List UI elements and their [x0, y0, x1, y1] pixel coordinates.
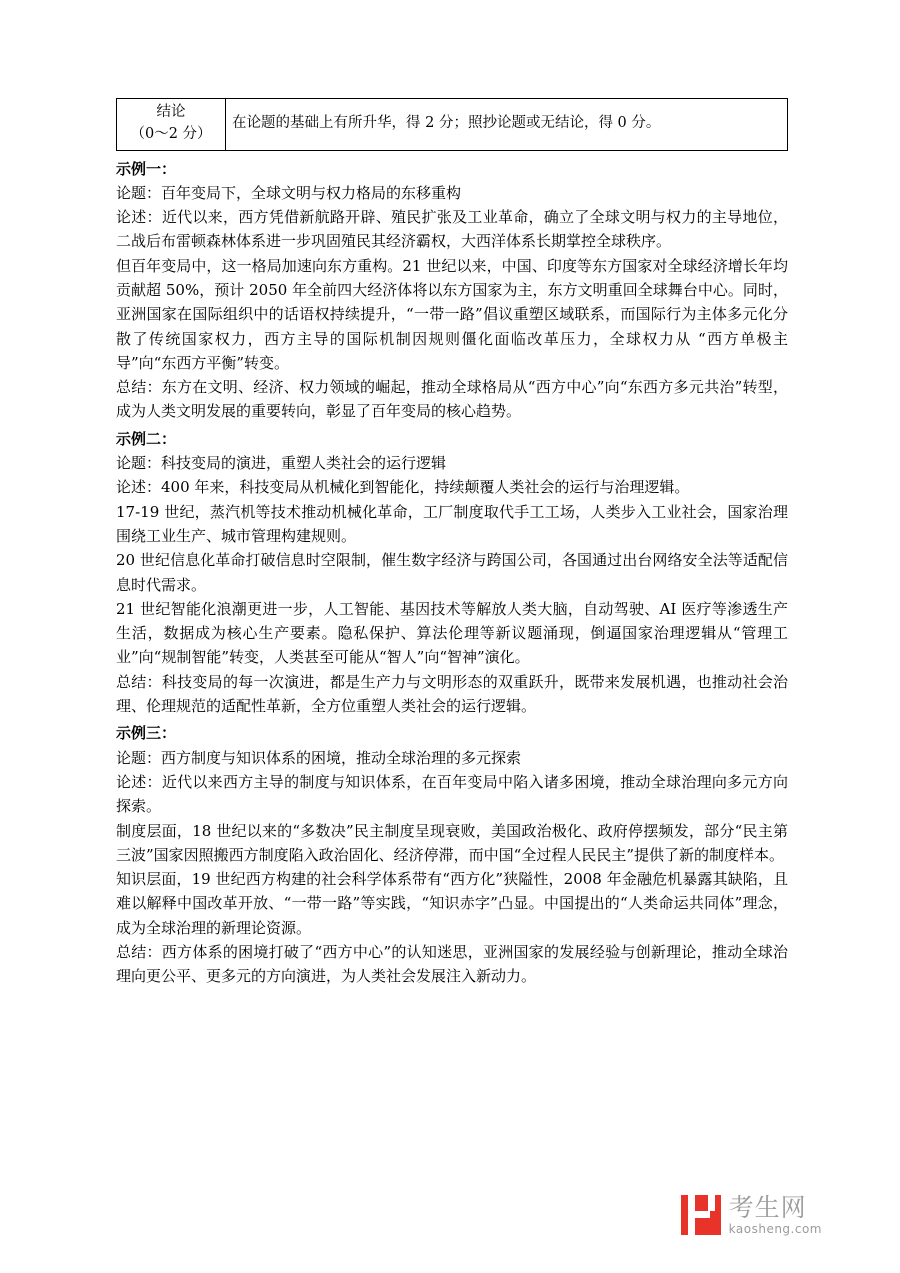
example-one	[116, 157, 788, 424]
watermark-name-cn: 考生网	[728, 1193, 807, 1222]
table-row	[117, 99, 788, 151]
example-three-topic: 论题：西方制度与知识体系的困境，推动全球治理的多元探索	[116, 748, 522, 767]
watermark-text	[729, 1195, 822, 1235]
example-three-argument-3: 知识层面，19 世纪西方构建的社会科学体系带有“西方化”狭隘性，2008 年金融危机暴露其缺陷，且难以解释中国改革开放、“一带一路”等实践，“知识赤字”凸显。中国提出的“人类命运共同体”理念，成为全球治理的新理论资源。	[116, 870, 788, 937]
example-three-argument-1: 论述：近代以来西方主导的制度与知识体系，在百年变局中陷入诸多困境，推动全球治理向多元方向探索。	[116, 772, 788, 816]
logo-bar	[708, 1195, 715, 1211]
example-two	[116, 427, 788, 719]
example-two-heading: 示例二：	[116, 429, 177, 448]
example-two-argument-2: 17-19 世纪，蒸汽机等技术推动机械化革命，工厂制度取代手工工场，人类步入工业社会，国家治理围绕工业生产、城市管理构建规则。	[116, 502, 788, 545]
document-content	[116, 98, 788, 990]
kaosheng-logo-icon	[681, 1195, 721, 1235]
criteria-label-cell	[117, 99, 226, 151]
example-two-argument-1: 论述：400 年来，科技变局从机械化到智能化，持续颠覆人类社会的运行与治理逻辑。	[116, 478, 690, 497]
example-three-conclusion: 总结：西方体系的困境打破了“西方中心”的认知迷思，亚洲国家的发展经验与创新理论，推动全球治理向更公平、更多元的方向演进，为人类社会发展注入新动力。	[116, 943, 788, 986]
criteria-label-line2: （0～2 分）	[130, 125, 212, 142]
example-one-argument-1: 论述：近代以来，西方凭借新航路开辟、殖民扩张及工业革命，确立了全球文明与权力的主导地位，二战后布雷顿森林体系进一步巩固殖民其经济霸权，大西洋体系长期掌控全球秩序。	[116, 208, 788, 251]
example-two-argument-4: 21 世纪智能化浪潮更进一步，人工智能、基因技术等解放人类大脑，自动驾驶、AI 医疗等渗透生产生活，数据成为核心生产要素。隐私保护、算法伦理等新议题涌现，倒逼国家治理逻辑从“管理工业”向“规制智能”转变，人类甚至可能从“智人”向“智神”演化。	[116, 599, 788, 667]
example-three-heading: 示例三：	[116, 724, 177, 743]
site-watermark	[681, 1195, 822, 1235]
scoring-criteria-table	[116, 98, 788, 151]
example-one-argument-2: 但百年变局中，这一格局加速向东方重构。21 世纪以来，中国、印度等东方国家对全球经济增长年均贡献超 50%，预计 2050 年全前四大经济体将以东方国家为主，东方文明重回全球舞台中心。同时，亚洲国家在国际组织中的话语权持续提升，“一带一路”倡议重塑区域联系，而国际行为主体多元化分散了传统国家权力，西方主导的国际机制因规则僵化面临改革压力，全球权力从 “西方单极主导”向“东西方平衡”转变。	[116, 256, 788, 372]
example-one-topic: 论题：百年变局下，全球文明与权力格局的东移重构	[116, 183, 462, 202]
example-two-topic: 论题：科技变局的演进，重塑人类社会的运行逻辑	[116, 454, 447, 473]
watermark-domain: kaosheng.com	[728, 1222, 822, 1236]
criteria-description-cell: 在论题的基础上有所升华，得 2 分；照抄论题或无结论，得 0 分。	[226, 99, 788, 151]
example-three-argument-2: 制度层面，18 世纪以来的“多数决”民主制度呈现衰败，美国政治极化、政府停摆频发，部分“民主第三波”国家因照搬西方制度陷入政治固化、经济停滞，而中国“全过程人民民主”提供了新的制度样本。	[116, 821, 788, 864]
example-one-conclusion: 总结：东方在文明、经济、权力领域的崛起，推动全球格局从“西方中心”向“东西方多元共治”转型，成为人类文明发展的重要转向，彰显了百年变局的核心趋势。	[116, 378, 788, 421]
criteria-label-line1: 结论	[156, 104, 186, 120]
example-one-heading: 示例一：	[116, 159, 177, 178]
example-three	[116, 721, 788, 988]
example-two-conclusion: 总结：科技变局的每一次演进，都是生产力与文明形态的双重跃升，既带来发展机遇，也推动社会治理、伦理规范的适配性革新，全方位重塑人类社会的运行逻辑。	[116, 672, 788, 716]
example-two-argument-3: 20 世纪信息化革命打破信息时空限制，催生数字经济与跨国公司，各国通过出台网络安全法等适配信息时代需求。	[116, 551, 788, 594]
